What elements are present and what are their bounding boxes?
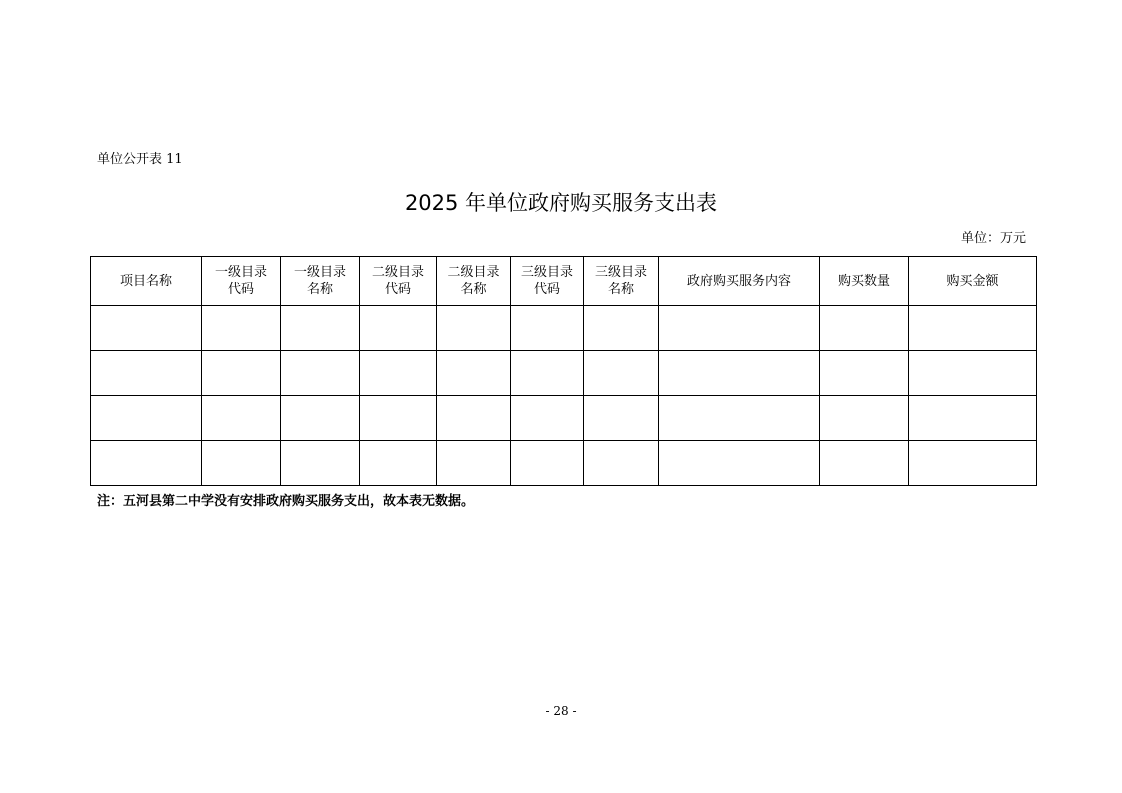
table-cell [909, 441, 1037, 486]
page-title: 2025 年单位政府购买服务支出表 [404, 191, 718, 215]
table-cell [437, 306, 511, 351]
table-cell [202, 441, 281, 486]
column-header: 政府购买服务内容 [659, 257, 820, 306]
table-cell [511, 396, 584, 441]
table-cell [659, 396, 820, 441]
column-header: 三级目录 代码 [511, 257, 584, 306]
header-row [91, 257, 1037, 306]
table-number-label: 单位公开表 11 [97, 152, 183, 167]
table-row [91, 441, 1037, 486]
table-cell [659, 441, 820, 486]
table-cell [281, 441, 360, 486]
column-header: 二级目录 代码 [360, 257, 437, 306]
unit-label: 单位：万元 [960, 231, 1026, 246]
table-body [91, 306, 1037, 486]
table-cell [281, 306, 360, 351]
column-header: 三级目录 名称 [584, 257, 659, 306]
table-cell [820, 441, 909, 486]
column-header: 项目名称 [91, 257, 202, 306]
column-header: 一级目录 代码 [202, 257, 281, 306]
table-cell [437, 441, 511, 486]
table-cell [91, 351, 202, 396]
table-row [91, 351, 1037, 396]
table-row [91, 306, 1037, 351]
table-cell [202, 351, 281, 396]
footnote: 注：五河县第二中学没有安排政府购买服务支出，故本表无数据。 [97, 494, 475, 509]
table-cell [360, 351, 437, 396]
table-cell [511, 351, 584, 396]
table-cell [91, 441, 202, 486]
table-cell [511, 306, 584, 351]
table-row [91, 396, 1037, 441]
table-cell [360, 396, 437, 441]
page-number: - 28 - [545, 704, 577, 718]
table-cell [91, 306, 202, 351]
table-cell [91, 396, 202, 441]
column-header: 一级目录 名称 [281, 257, 360, 306]
table-cell [820, 351, 909, 396]
table-cell [659, 306, 820, 351]
table-cell [281, 396, 360, 441]
table-cell [437, 396, 511, 441]
table-cell [511, 441, 584, 486]
table-cell [437, 351, 511, 396]
table-cell [202, 306, 281, 351]
table-header [91, 257, 1037, 306]
table-cell [281, 351, 360, 396]
purchase-services-table [90, 256, 1037, 486]
table-cell [360, 441, 437, 486]
table-cell [820, 306, 909, 351]
table-cell [584, 306, 659, 351]
table-cell [360, 306, 437, 351]
table-cell [909, 396, 1037, 441]
table-cell [909, 351, 1037, 396]
table-cell [584, 441, 659, 486]
table-cell [659, 351, 820, 396]
column-header: 二级目录 名称 [437, 257, 511, 306]
table-cell [584, 396, 659, 441]
column-header: 购买金额 [909, 257, 1037, 306]
table-cell [584, 351, 659, 396]
column-header: 购买数量 [820, 257, 909, 306]
table-cell [909, 306, 1037, 351]
table-cell [202, 396, 281, 441]
table-cell [820, 396, 909, 441]
